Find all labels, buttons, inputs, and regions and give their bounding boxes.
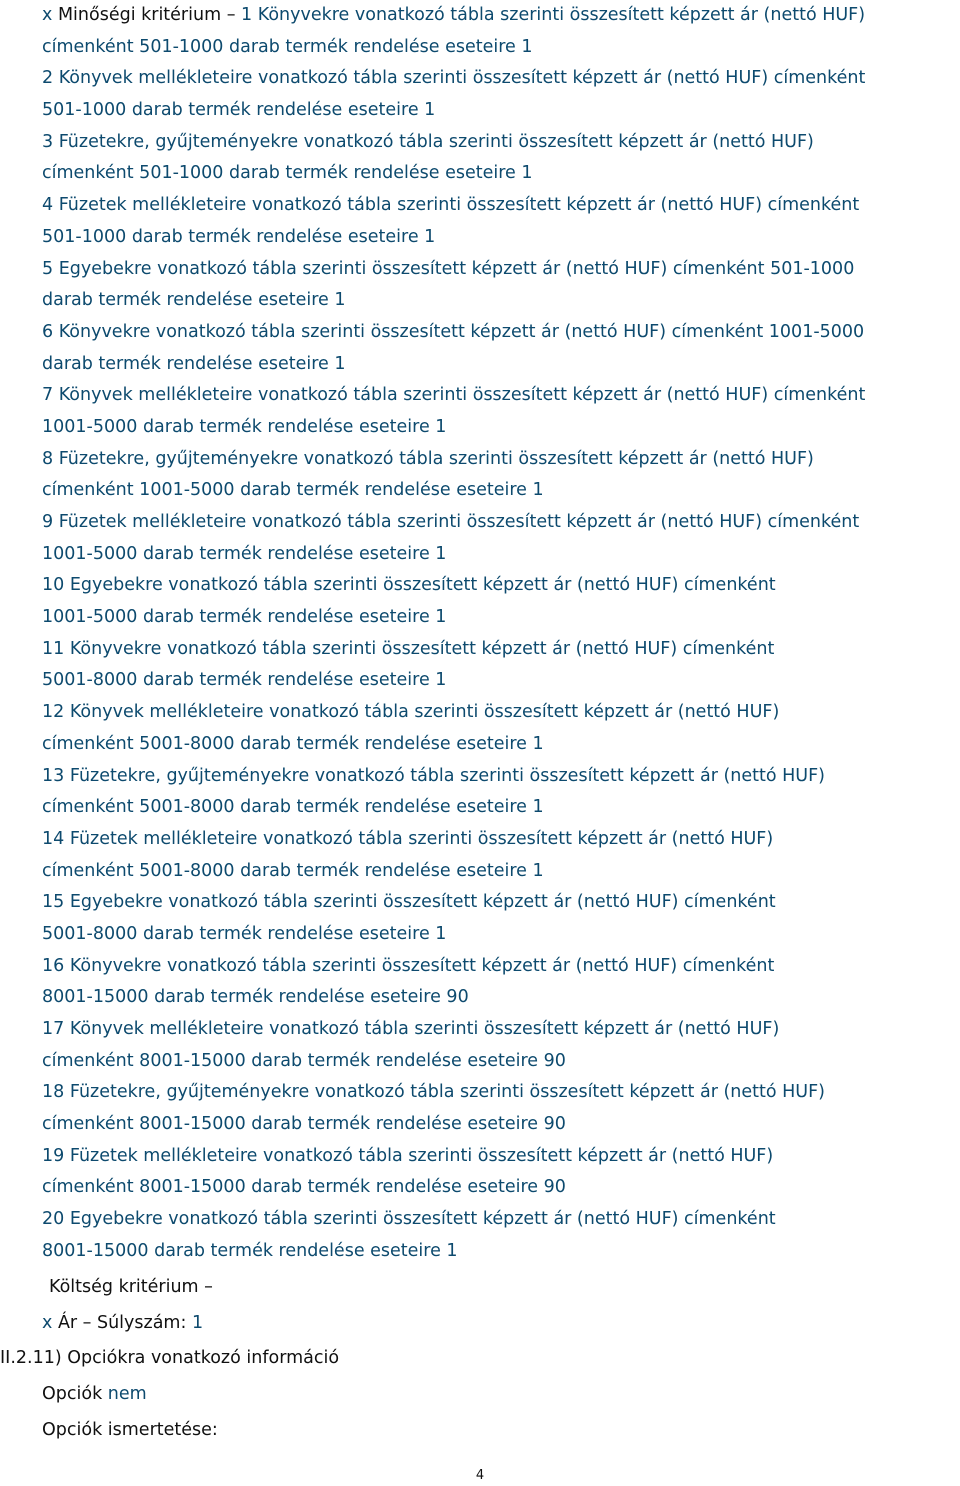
criteria-line: 7 Könyvek mellékleteire vonatkozó tábla szerinti összesített képzett ár (nettó HUF) címenként xyxy=(42,385,866,406)
criteria-line: címenként 1001-5000 darab termék rendelése eseteire 1 xyxy=(42,480,544,501)
criteria-heading: Minőségi kritérium – xyxy=(57,5,236,25)
criteria-line: 9 Füzetek mellékleteire vonatkozó tábla szerinti összesített képzett ár (nettó HUF) címenként xyxy=(42,512,860,532)
criteria-line xyxy=(42,0,958,32)
criteria-line: 10 Egyebekre vonatkozó tábla szerinti összesített képzett ár (nettó HUF) címenként xyxy=(42,575,776,596)
criteria-line: címenként 8001-15000 darab termék rendelése eseteire 90 xyxy=(42,1050,566,1071)
criteria-line: címenként 8001-15000 darab termék rendelése eseteire 90 xyxy=(42,1114,566,1135)
criteria-line: 8 Füzetekre, gyűjteményekre vonatkozó tábla szerinti összesített képzett ár (nettó HUF) xyxy=(42,448,814,469)
options-description-label: Opciók ismertetése: xyxy=(42,1420,218,1440)
criteria-line: 501-1000 darab termék rendelése eseteire 1 xyxy=(42,226,436,247)
cost-label: Ár – Súlyszám: xyxy=(57,1312,187,1333)
criteria-line: 18 Füzetekre, gyűjteményekre vonatkozó tábla szerinti összesített képzett ár (nettó HUF) xyxy=(42,1082,825,1103)
criteria-line: 8001-15000 darab termék rendelése eseteire 90 xyxy=(42,987,469,1008)
criteria-line: 3 Füzetekre, gyűjteményekre vonatkozó tábla szerinti összesített képzett ár (nettó HUF) xyxy=(42,131,814,152)
section-number: II.2.11) xyxy=(0,1348,62,1368)
criteria-line: 8001-15000 darab termék rendelése eseteire 1 xyxy=(42,1240,458,1261)
options-value: nem xyxy=(107,1384,147,1404)
criteria-line: címenként 8001-15000 darab termék rendelése eseteire 90 xyxy=(42,1177,566,1198)
criteria-line: 6 Könyvekre vonatkozó tábla szerinti összesített képzett ár (nettó HUF) címenként 1001-5000 xyxy=(42,321,865,342)
criteria-line: 15 Egyebekre vonatkozó tábla szerinti összesített képzett ár (nettó HUF) címenként xyxy=(42,892,776,913)
criteria-line: 16 Könyvekre vonatkozó tábla szerinti összesített képzett ár (nettó HUF) címenként xyxy=(42,955,775,976)
cost-criteria-heading: Költség kritérium – xyxy=(49,1277,213,1297)
criteria-line: 2 Könyvek mellékleteire vonatkozó tábla szerinti összesített képzett ár (nettó HUF) címenként xyxy=(42,68,866,89)
criteria-line: 5001-8000 darab termék rendelése eseteire 1 xyxy=(42,670,447,691)
section-title: Opciókra vonatkozó információ xyxy=(67,1348,340,1368)
criteria-line: 14 Füzetek mellékleteire vonatkozó tábla szerinti összesített képzett ár (nettó HUF) xyxy=(42,828,774,849)
cost-marker: x xyxy=(42,1312,53,1333)
criteria-line: 5001-8000 darab termék rendelése eseteire 1 xyxy=(42,923,447,944)
criteria-line: darab termék rendelése eseteire 1 xyxy=(42,290,346,311)
criteria-line: 13 Füzetekre, gyűjteményekre vonatkozó tábla szerinti összesített képzett ár (nettó HUF) xyxy=(42,765,825,786)
criteria-line: címenként 501-1000 darab termék rendelése eseteire 1 xyxy=(42,163,533,184)
quality-criteria-list xyxy=(42,0,958,1268)
cost-weight-value: 1 xyxy=(191,1312,204,1333)
page-number: 4 xyxy=(475,1468,485,1483)
options-label: Opciók xyxy=(42,1384,103,1404)
criteria-line: 12 Könyvek mellékleteire vonatkozó tábla szerinti összesített képzett ár (nettó HUF) xyxy=(42,702,780,723)
criteria-line: címenként 501-1000 darab termék rendelése eseteire 1 xyxy=(42,36,533,57)
options-line xyxy=(42,1377,942,1413)
criteria-line: 20 Egyebekre vonatkozó tábla szerinti összesített képzett ár (nettó HUF) címenként xyxy=(42,1209,776,1230)
cost-criteria-line xyxy=(42,1306,942,1342)
criteria-line: 17 Könyvek mellékleteire vonatkozó tábla szerinti összesített képzett ár (nettó HUF) xyxy=(42,1019,780,1039)
criteria-line: darab termék rendelése eseteire 1 xyxy=(42,353,346,374)
criteria-line: címenként 5001-8000 darab termék rendelése eseteire 1 xyxy=(42,797,544,818)
criteria-line: 1001-5000 darab termék rendelése eseteire 1 xyxy=(42,416,447,437)
criteria-line: 1001-5000 darab termék rendelése eseteire 1 xyxy=(42,607,447,628)
criteria-line: 5 Egyebekre vonatkozó tábla szerinti összesített képzett ár (nettó HUF) címenként 501-1000 xyxy=(42,258,855,279)
criteria-line: címenként 5001-8000 darab termék rendelése eseteire 1 xyxy=(42,733,544,754)
criteria-line: 1001-5000 darab termék rendelése eseteire 1 xyxy=(42,543,447,564)
criteria-line: 19 Füzetek mellékleteire vonatkozó tábla szerinti összesített képzett ár (nettó HUF) xyxy=(42,1145,774,1166)
criteria-marker: x xyxy=(42,5,53,25)
cost-criteria xyxy=(42,1270,942,1341)
criteria-line: 501-1000 darab termék rendelése eseteire 1 xyxy=(42,100,436,121)
section-heading xyxy=(0,1341,900,1377)
criteria-line: címenként 5001-8000 darab termék rendelése eseteire 1 xyxy=(42,860,544,881)
criteria-text: 1 Könyvekre vonatkozó tábla szerinti összesített képzett ár (nettó HUF) xyxy=(241,5,866,25)
criteria-line: 4 Füzetek mellékleteire vonatkozó tábla szerinti összesített képzett ár (nettó HUF) címenként xyxy=(42,195,860,216)
criteria-line: 11 Könyvekre vonatkozó tábla szerinti összesített képzett ár (nettó HUF) címenként xyxy=(42,638,775,659)
